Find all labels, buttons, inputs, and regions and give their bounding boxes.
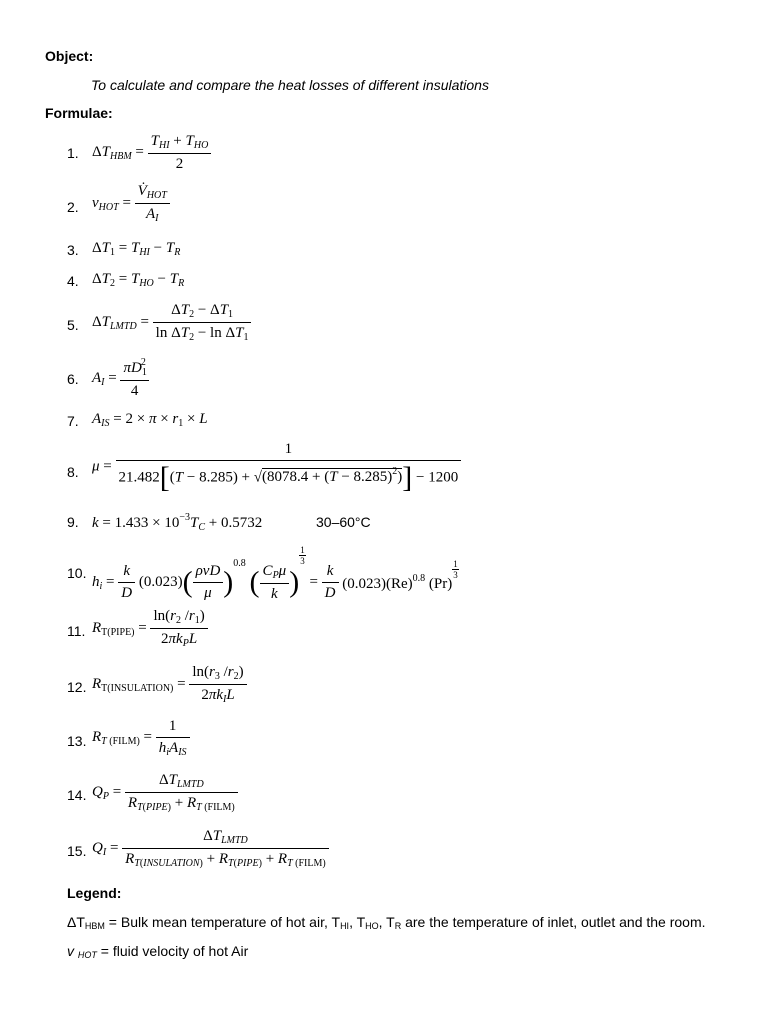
formula-number-3: 3. xyxy=(67,242,79,258)
formula-number-5: 5. xyxy=(67,317,79,333)
formula-2: $v_{HOT}$ = $V̇_{HOT}$ $A_I$ xyxy=(92,183,170,224)
formula-number-14: 14. xyxy=(67,787,87,803)
eq8-const-c: 8078.4 xyxy=(267,469,309,486)
formula-1: $\Delta T_{HBM}$ = $T_{HI} + T_{HO}$ 2 xyxy=(92,133,211,173)
legend-line-2: v $_{HOT}$ = fluid velocity of hot Air xyxy=(67,943,249,960)
object-heading: Object: xyxy=(45,48,94,64)
formula-number-1: 1. xyxy=(67,145,79,161)
eq10-coef: 0.023 xyxy=(143,574,178,591)
formula-10: $h_i$ = $\frac{k}{D}$ (0.023)( ρvD μ )$^{0.8}$ ( $C_P\mu$ k ) $\frac{1}{3}$ = $\frac{k}{D}$ $(0.023)(Re)^{0.8}$ (Pr) $\frac{1}{3}$ xyxy=(92,545,458,602)
formula-11: $R_{T(PIPE)}$ = $\ln(r_2$ $/r_1$) $2\pi k_PL$ xyxy=(92,608,208,649)
formula-number-6: 6. xyxy=(67,371,79,387)
eq10-exp: 0.8 xyxy=(233,558,246,569)
formula-15: $Q_I$ = $\Delta T_{LMTD}$ $R_{T(INSULATION)} + R_{T(PIPE)} + R_{T (FILM)}$ xyxy=(92,828,329,869)
formula-number-13: 13. xyxy=(67,733,87,749)
eq9-coef: 1.433 xyxy=(114,515,149,531)
formula-number-9: 9. xyxy=(67,514,79,530)
legend-line-1-text: = Bulk mean temperature of hot air, T xyxy=(108,914,341,930)
formula-number-10: 10. xyxy=(67,565,87,581)
formula-3: $\Delta T_1 = T_{HI} - T_R$ xyxy=(92,240,181,258)
formula-9: $k = 1.433 \times 10^{-3}T_C + 0.5732$ xyxy=(92,512,263,533)
formula-14: $Q_P$ = $\Delta T_{LMTD}$ $R_{T(PIPE)} + R_{T (FILM)}$ xyxy=(92,772,238,813)
eq8-const-d: 1200 xyxy=(428,469,459,486)
eq9-range: 30–60°C xyxy=(316,514,371,530)
eq8-const-b: 8.285 xyxy=(199,469,233,486)
formula-number-7: 7. xyxy=(67,413,79,429)
formula-6: $A_I$ = $\frac{\pi D_1^2}{4}$ xyxy=(92,357,147,399)
formula-5: $\Delta T_{LMTD}$ = $\frac{\Delta T_2 - \Delta T_1}{\ln \Delta T_2 - \ln \Delta T_1}$ xyxy=(92,302,251,343)
formula-13: $R_{T (FILM)}$ = 1 $h_iA_{IS}$ xyxy=(92,718,190,758)
legend-heading: Legend: xyxy=(67,885,122,901)
formula-number-2: 2. xyxy=(67,199,79,215)
formula-4: $\Delta T_2 = T_{HO} - T_R$ xyxy=(92,271,185,289)
legend-line-2-text: = fluid velocity of hot Air xyxy=(100,943,249,959)
eq8-const-a: 21.482 xyxy=(118,469,160,486)
legend-line-1-tail: are the temperature of inlet, outlet and the room. xyxy=(405,914,706,930)
legend-line-1: $\Delta T_{HBM}$ = Bulk mean temperature of hot air, $T_{HI}$, $T_{HO}$, $T_R$ are the temperature of inlet, outlet and the room. xyxy=(67,914,706,931)
object-text: To calculate and compare the heat losses of different insulations xyxy=(91,77,489,93)
formula-number-12: 12. xyxy=(67,679,87,695)
formula-number-4: 4. xyxy=(67,273,79,289)
formula-number-8: 8. xyxy=(67,464,79,480)
formula-12: $R_{T(INSULATION)}$ = $\ln(r_3$ $/r_2$) $2\pi k_IL$ xyxy=(92,664,247,705)
formula-number-15: 15. xyxy=(67,843,87,859)
formula-7: $A_{IS} = 2 \times \pi \times r_1 \times L$ xyxy=(92,411,208,429)
formula-8: μ = $\frac{1}{21.482[(T - 8.285) + √(8078.4 + (T - 8.285)^2)] - 1200}$ xyxy=(92,441,461,493)
formula-number-11: 11. xyxy=(67,623,86,639)
formulae-heading: Formulae: xyxy=(45,105,113,121)
eq9-const: 0.5732 xyxy=(220,515,263,531)
